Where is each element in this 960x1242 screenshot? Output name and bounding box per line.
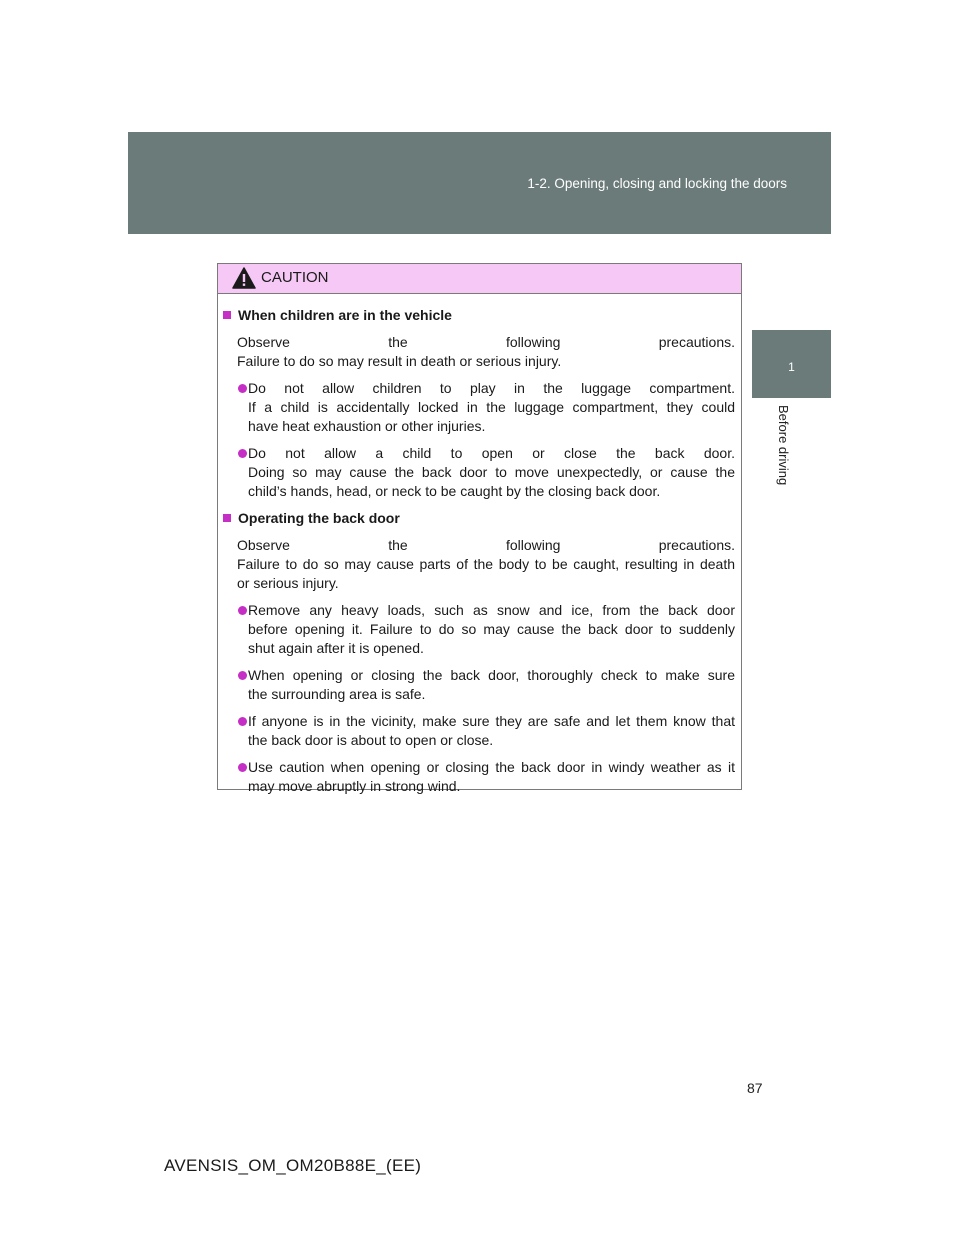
item-line: Do not allow a child to open or close the back door. <box>248 445 735 461</box>
list-item <box>218 712 735 750</box>
section-intro <box>218 333 735 371</box>
header-band <box>128 132 831 234</box>
square-bullet-icon <box>223 514 231 522</box>
caution-header <box>218 264 741 294</box>
item-line: shut again after it is opened. <box>248 640 424 656</box>
dot-bullet-icon <box>238 606 247 615</box>
side-tab-number: 1 <box>788 360 795 374</box>
caution-body <box>218 294 741 796</box>
item-line: Remove any heavy loads, such as snow and ice, from the back door <box>248 602 735 618</box>
item-line: When opening or closing the back door, thoroughly check to make sure <box>248 667 735 683</box>
item-line: may move abruptly in strong wind. <box>248 778 461 794</box>
item-line: If anyone is in the vicinity, make sure they are safe and let them know that <box>248 713 735 729</box>
square-bullet-icon <box>223 311 231 319</box>
list-item <box>218 601 735 658</box>
item-line: If a child is accidentally locked in the luggage compartment, they could <box>248 399 735 415</box>
item-line: child’s hands, head, or neck to be caught by the closing back door. <box>248 483 661 499</box>
dot-bullet-icon <box>238 717 247 726</box>
footer-code: AVENSIS_OM_OM20B88E_(EE) <box>164 1156 422 1175</box>
header-title: 1-2. Opening, closing and locking the doors <box>527 176 787 191</box>
side-tab <box>752 330 831 398</box>
page-number: 87 <box>747 1080 763 1096</box>
intro-line: or serious injury. <box>237 575 339 591</box>
side-tab-label: Before driving <box>776 405 791 486</box>
dot-bullet-icon <box>238 449 247 458</box>
section-intro <box>218 536 735 593</box>
warning-triangle-icon <box>232 267 256 289</box>
item-line: the surrounding area is safe. <box>248 686 426 702</box>
list-item <box>218 444 735 501</box>
section-heading <box>218 509 735 528</box>
section-heading <box>218 306 735 325</box>
section-heading-text: When children are in the vehicle <box>238 307 452 323</box>
intro-line: Failure to do so may cause parts of the body to be caught, resulting in death <box>237 556 735 572</box>
caution-title: CAUTION <box>261 269 329 286</box>
intro-line: Observe the following precautions. <box>237 334 735 350</box>
intro-line: Failure to do so may result in death or serious injury. <box>237 353 562 369</box>
side-tab-label-container <box>776 405 802 495</box>
dot-bullet-icon <box>238 763 247 772</box>
item-line: Doing so may cause the back door to move unexpectedly, or cause the <box>248 464 735 480</box>
item-line: Do not allow children to play in the luggage compartment. <box>248 380 735 396</box>
item-line: have heat exhaustion or other injuries. <box>248 418 486 434</box>
dot-bullet-icon <box>238 671 247 680</box>
intro-line: Observe the following precautions. <box>237 537 735 553</box>
item-line: the back door is about to open or close. <box>248 732 494 748</box>
list-item <box>218 758 735 796</box>
dot-bullet-icon <box>238 384 247 393</box>
item-line: Use caution when opening or closing the back door in windy weather as it <box>248 759 735 775</box>
section-heading-text: Operating the back door <box>238 510 400 526</box>
list-item <box>218 666 735 704</box>
list-item <box>218 379 735 436</box>
item-line: before opening it. Failure to do so may cause the back door to suddenly <box>248 621 735 637</box>
caution-box <box>217 263 742 794</box>
